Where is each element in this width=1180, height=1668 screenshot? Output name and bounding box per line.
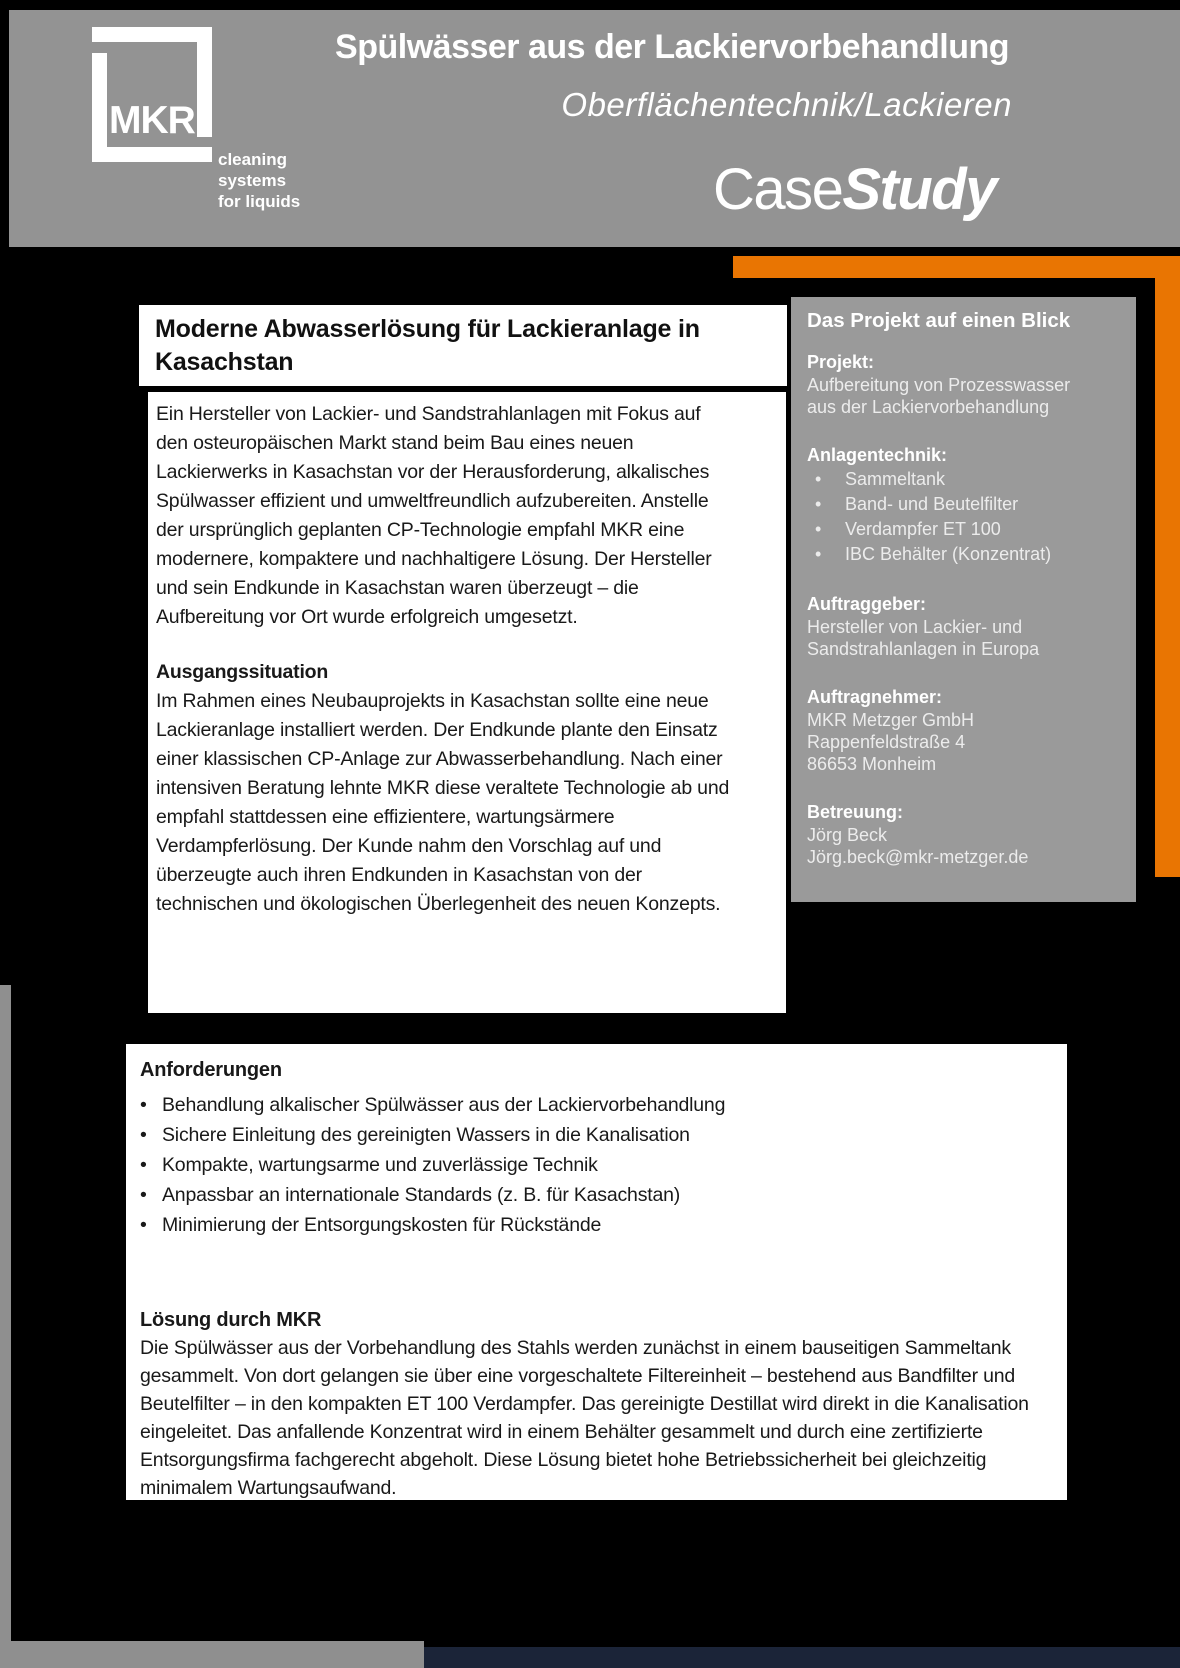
bottom-gray-bar bbox=[0, 1641, 424, 1668]
requirement-text: Kompakte, wartungsarme und zuverlässige Technik bbox=[162, 1154, 598, 1176]
sidebar-label: Auftragnehmer: bbox=[807, 687, 943, 707]
requirement-text: Minimierung der Entsorgungskosten für Rückstände bbox=[162, 1214, 602, 1236]
requirement-text: Anpassbar an internationale Standards (z. B. für Kasachstan) bbox=[162, 1184, 681, 1206]
sidebar-bullet-item bbox=[807, 492, 1096, 517]
requirement-text: Sichere Einleitung des gereinigten Wassers in die Kanalisation bbox=[162, 1124, 690, 1146]
requirement-item bbox=[140, 1210, 1031, 1240]
sidebar-bullet-item bbox=[807, 517, 1096, 542]
sidebar-title: Das Projekt auf einen Blick bbox=[807, 309, 1071, 332]
sidebar-bullet-text: Sammeltank bbox=[845, 469, 946, 489]
bullet-icon: • bbox=[140, 1094, 147, 1116]
sidebar-bullet-item bbox=[807, 542, 1096, 567]
sidebar-value: Hersteller von Lackier- und Sandstrahlanlagen in Europa bbox=[807, 617, 1040, 659]
bullet-icon: • bbox=[140, 1214, 147, 1236]
page-subtitle: Oberflächentechnik/Lackieren bbox=[561, 86, 1012, 123]
tagline-line: cleaning bbox=[218, 150, 287, 169]
bullet-icon: • bbox=[815, 544, 822, 564]
ausgangssituation-paragraph: Im Rahmen eines Neubauprojekts in Kasachstan sollte eine neue Lackieranlage installiert werden. Der Endkunde plante den Einsatz einer klassischen CP-Anlage zur Abwasserbehandlung. Nach einer intensiven Beratung lehnte MKR diese veraltete Technologie ab und empfahl stattdessen eine effizientere, wartungsärmere Verdampferlösung. Der Kunde nahm den Vorschlag auf und überzeugte auch ihren Endkunden in Kasachstan von der technischen und ökologischen Überlegenheit des neuen Konzepts. bbox=[156, 690, 730, 915]
requirements-list bbox=[140, 1090, 1031, 1240]
mkr-logo bbox=[92, 27, 212, 162]
logo-text: MKR bbox=[109, 99, 195, 142]
sidebar-label: Projekt: bbox=[807, 352, 875, 372]
intro-paragraph: Ein Hersteller von Lackier- und Sandstrahlanlagen mit Fokus auf den osteuropäischen Markt stand beim Bau eines neuen Lackierwerks in Kasachstan vor der Herausforderung, alkalisches Spülwasser effizient und umweltfreundlich aufzubereiten. Anstelle der ursprünglich geplanten CP-Technologie empfahl MKR eine modernere, kompaktere und nachhaltigere Lösung. Der Hersteller und sein Endkunde in Kasachstan waren überzeugt – die Aufbereitung vor Ort wurde erfolgreich umgesetzt. bbox=[156, 403, 712, 628]
logo-frame-top bbox=[92, 27, 212, 42]
article-body-box bbox=[148, 392, 786, 1013]
casestudy-light: Case bbox=[712, 157, 843, 222]
project-sidebar bbox=[791, 297, 1136, 902]
sidebar-section-betreuung bbox=[807, 801, 1096, 868]
sidebar-label: Auftraggeber: bbox=[807, 594, 927, 614]
tagline-line: systems bbox=[218, 171, 287, 190]
sidebar-label: Anlagentechnik: bbox=[807, 445, 948, 465]
requirement-item bbox=[140, 1120, 1031, 1150]
sidebar-section-auftraggeber bbox=[807, 593, 1096, 660]
company-city: 86653 Monheim bbox=[807, 754, 937, 774]
bullet-icon: • bbox=[815, 469, 822, 489]
company-street: Rappenfeldstraße 4 bbox=[807, 732, 966, 752]
contact-name: Jörg Beck bbox=[807, 825, 888, 845]
requirement-item bbox=[140, 1150, 1031, 1180]
sidebar-value: Aufbereitung von Prozesswasser aus der Lackiervorbehandlung bbox=[807, 375, 1071, 417]
sidebar-section-anlagentechnik bbox=[807, 444, 1096, 567]
requirement-item bbox=[140, 1090, 1031, 1120]
logo-frame-right bbox=[197, 27, 212, 137]
logo-frame-bottom bbox=[92, 147, 212, 162]
solution-heading: Lösung durch MKR bbox=[140, 1309, 322, 1331]
header-band bbox=[9, 10, 1180, 247]
requirements-heading: Anforderungen bbox=[140, 1059, 282, 1081]
sidebar-bullet-text: Band- und Beutelfilter bbox=[845, 494, 1019, 514]
logo-frame-left bbox=[92, 53, 107, 162]
left-gray-strip bbox=[0, 985, 11, 1641]
bullet-icon: • bbox=[815, 494, 822, 514]
bullet-icon: • bbox=[140, 1124, 147, 1146]
bullet-icon: • bbox=[140, 1184, 147, 1206]
contact-email: Jörg.beck@mkr-metzger.de bbox=[807, 847, 1029, 867]
tagline-line: for liquids bbox=[218, 192, 301, 211]
sidebar-section-auftragnehmer bbox=[807, 686, 1096, 775]
sidebar-bullet-text: Verdampfer ET 100 bbox=[845, 519, 1001, 539]
company-name: MKR Metzger GmbH bbox=[807, 710, 975, 730]
requirement-item bbox=[140, 1180, 1031, 1210]
bullet-icon: • bbox=[140, 1154, 147, 1176]
sidebar-bullet-item bbox=[807, 467, 1096, 492]
sidebar-section-projekt bbox=[807, 351, 1096, 418]
sidebar-label: Betreuung: bbox=[807, 802, 903, 822]
requirements-box bbox=[126, 1044, 1067, 1500]
requirement-text: Behandlung alkalischer Spülwässer aus der Lackiervorbehandlung bbox=[162, 1094, 726, 1116]
casestudy-wordmark bbox=[713, 156, 996, 223]
article-heading: Moderne Abwasserlösung für Lackieranlage in Kasachstan bbox=[155, 315, 700, 376]
solution-paragraph: Die Spülwässer aus der Vorbehandlung des Stahls werden zunächst in einem bauseitigen Sammeltank gesammelt. Von dort gelangen sie über eine vorgeschaltete Filtereinheit – bestehend aus Bandfilter und Beutelfilter – in den kompakten ET 100 Verdampfer. Das gereinigte Destillat wird direkt in die Kanalisation eingeleitet. Das anfallende Konzentrat wird in einem Behälter gesammelt und durch eine zertifizierte Entsorgungsfirma fachgerecht abgeholt. Diese Lösung bietet hohe Betriebssicherheit bei gleichzeitig minimalem Wartungsaufwand. bbox=[140, 1337, 1029, 1499]
sidebar-bullet-text: IBC Behälter (Konzentrat) bbox=[845, 544, 1052, 564]
casestudy-bold: Study bbox=[842, 157, 996, 222]
bullet-icon: • bbox=[815, 519, 822, 539]
section-heading-ausgangssituation: Ausgangssituation bbox=[156, 661, 329, 683]
page-title: Spülwässer aus der Lackiervorbehandlung bbox=[335, 28, 1009, 66]
bottom-navy-bar bbox=[424, 1647, 1180, 1668]
logo-tagline bbox=[218, 149, 300, 212]
article-heading-box bbox=[139, 305, 787, 386]
